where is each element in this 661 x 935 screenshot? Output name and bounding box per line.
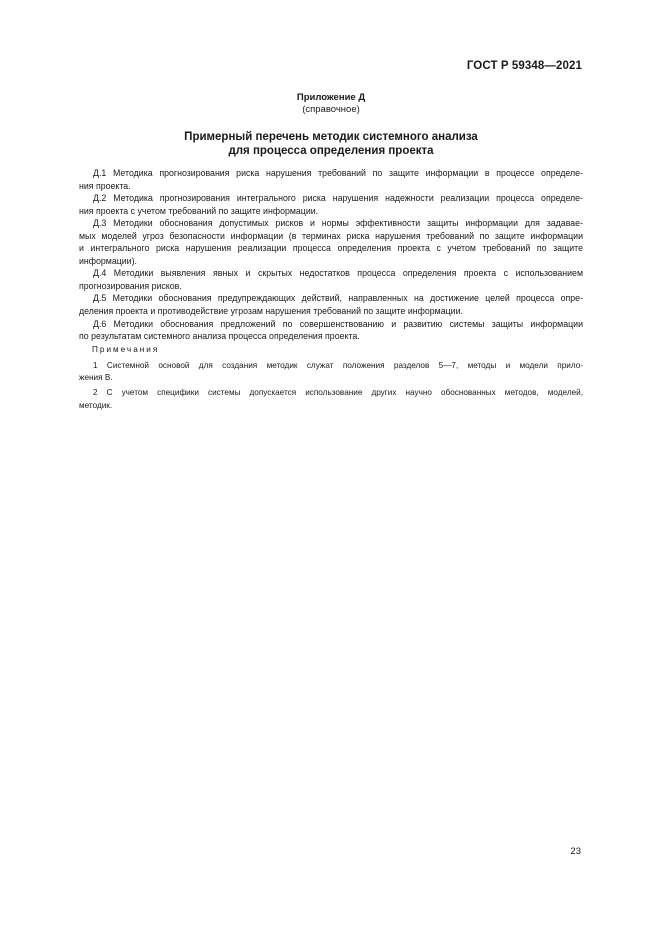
note-line: методик.: [79, 400, 113, 410]
body-line: ния проекта.: [79, 180, 131, 191]
notes-label: Примечания: [92, 345, 160, 354]
body-line: Д.2 Методика прогнозирования интегрального риска нарушения надежности реализации процесса определе-: [93, 193, 583, 204]
body-line: Д.1 Методика прогнозирования риска нарушения требований по защите информации в процессе определе-: [93, 168, 583, 178]
section-heading-line-2: для процесса определения проекта: [228, 145, 434, 157]
annex-kind: (справочное): [302, 104, 360, 115]
body-line: Д.4 Методики выявления явных и скрытых недостатков процесса определения проекта с использованием: [93, 268, 583, 279]
body-line: по результатам системного анализа процесса определения проекта.: [79, 331, 360, 342]
body-line: и интегрального риска нарушения реализации процесса определения проекта с учетом требований по защите: [79, 243, 583, 254]
body-line: ния проекта с учетом требований по защите информации.: [79, 205, 319, 216]
body-line: деления проекта и противодействие угрозам нарушения требований по защите информации.: [79, 306, 463, 317]
section-heading-line-1: Примерный перечень методик системного анализа: [184, 131, 478, 143]
notes: [79, 360, 583, 412]
document-code: ГОСТ Р 59348—2021: [466, 60, 582, 72]
section-heading: [80, 130, 582, 158]
note-line: 2 С учетом специфики системы допускается использование других научно обоснованных методов, моделей,: [93, 388, 583, 398]
body-line: информации).: [79, 255, 137, 266]
body-line: Д.3 Методики обоснования допустимых рисков и нормы эффективности защиты информации для задавае-: [93, 218, 583, 229]
page-number: 23: [570, 846, 581, 857]
body-line: Д.5 Методики обоснования предупреждающих действий, направленных на достижение целей процесса опре-: [93, 293, 583, 304]
annex-title: Приложение Д: [296, 92, 366, 103]
body-line: прогнозирования рисков.: [79, 280, 182, 291]
note-line: 1 Системной основой для создания методик служат положения разделов 5—7, методы и модели прило-: [93, 361, 583, 370]
body-text: [79, 167, 583, 343]
body-line: мых моделей угроз безопасности информации (в терминах риска нарушения требований по защите информации: [79, 230, 583, 241]
body-line: Д.6 Методики обоснования предложений по совершенствованию и развитию системы защиты информации: [93, 318, 583, 329]
note-line: жения В.: [79, 373, 113, 383]
